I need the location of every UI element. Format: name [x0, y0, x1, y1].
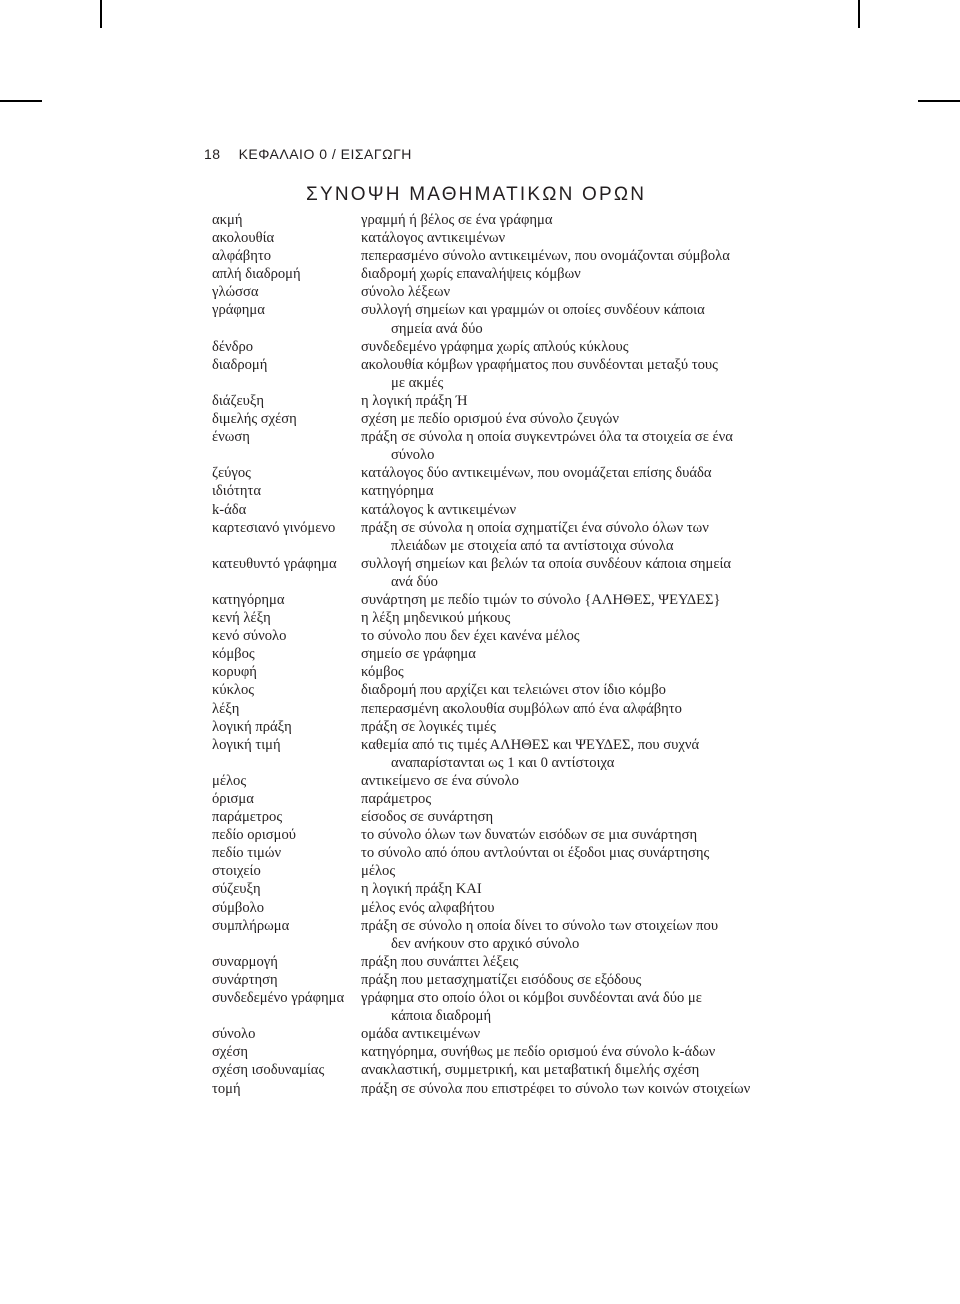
glossary-term: γράφημα — [212, 302, 265, 319]
glossary-term: σύνολο — [212, 1026, 256, 1043]
glossary-term: σχέση — [212, 1044, 248, 1061]
glossary-entry — [212, 880, 812, 898]
definition-line: η λέξη μηδενικού μήκους — [361, 610, 511, 627]
glossary-entry — [212, 1043, 812, 1061]
definition-line: σχέση με πεδίο ορισμού ένα σύνολο ζευγών — [361, 411, 619, 428]
definition-line: το σύνολο από όπου αντλούνται οι έξοδοι μιας συνάρτησης — [361, 845, 710, 862]
glossary-entry — [212, 555, 812, 591]
glossary-definition — [361, 555, 812, 591]
glossary-entry — [212, 464, 812, 482]
glossary-entry — [212, 681, 812, 699]
crop-mark-top-right — [858, 0, 860, 28]
glossary-term: κατευθυντό γράφημα — [212, 555, 337, 572]
definition-continuation: κάποια διαδρομή — [391, 1008, 492, 1025]
glossary-term: κορυφή — [212, 664, 257, 681]
glossary-definition — [361, 301, 812, 337]
glossary-term: σύμβολο — [212, 899, 265, 916]
definition-continuation: με ακμές — [391, 374, 444, 391]
glossary-entry — [212, 645, 812, 663]
glossary-entry — [212, 283, 812, 301]
glossary-term: γλώσσα — [212, 284, 259, 301]
glossary-definition — [361, 338, 812, 356]
definition-line: κόμβος — [361, 664, 404, 681]
definition-line: διαδρομή χωρίς επαναλήψεις κόμβων — [361, 266, 581, 283]
glossary-entry — [212, 229, 812, 247]
definition-line: πεπερασμένο σύνολο αντικειμένων, που ονομάζονται σύμβολα — [361, 248, 730, 265]
glossary-entry — [212, 1080, 812, 1098]
glossary-definition — [361, 211, 812, 229]
glossary-entry — [212, 790, 812, 808]
definition-continuation: δεν ανήκουν στο αρχικό σύνολο — [391, 935, 580, 952]
glossary-definition — [361, 844, 812, 862]
glossary-entry — [212, 663, 812, 681]
definition-line: καθεμία από τις τιμές ΑΛΗΘΕΣ και ΨΕΥΔΕΣ, που συχνά — [361, 736, 700, 753]
definition-line: η λογική πράξη ΚΑΙ — [361, 881, 482, 898]
definition-continuation: ανά δύο — [391, 573, 438, 590]
crop-mark-top-left — [100, 0, 102, 28]
glossary-term: συναρμογή — [212, 953, 278, 970]
glossary-entry — [212, 772, 812, 790]
glossary-term: κύκλος — [212, 682, 255, 699]
glossary-entry — [212, 265, 812, 283]
definition-line: σημείο σε γράφημα — [361, 646, 476, 663]
glossary-term: σχέση ισοδυναμίας — [212, 1062, 325, 1079]
definition-line: γραμμή ή βέλος σε ένα γράφημα — [361, 212, 553, 228]
definition-line: πράξη που μετασχηματίζει εισόδους σε εξόδους — [361, 971, 642, 988]
glossary-definition — [361, 772, 812, 790]
glossary-definition — [361, 917, 812, 953]
glossary-definition — [361, 392, 812, 410]
glossary-term: λογική τιμή — [212, 736, 281, 753]
glossary-entry — [212, 591, 812, 609]
glossary-entry — [212, 1061, 812, 1079]
definition-line: είσοδος σε συνάρτηση — [361, 809, 494, 826]
glossary-term: απλή διαδρομή — [212, 266, 301, 283]
glossary-term: ιδιότητα — [212, 483, 262, 500]
glossary-entry — [212, 700, 812, 718]
definition-line: πράξη σε σύνολα που επιστρέφει το σύνολο των κοινών στοιχείων — [361, 1080, 751, 1097]
glossary-term: όρισμα — [212, 791, 254, 807]
glossary-term: στοιχείο — [212, 863, 261, 880]
glossary-definition — [361, 464, 812, 482]
glossary-definition — [361, 645, 812, 663]
glossary-entry — [212, 862, 812, 880]
glossary-term: ζεύγος — [212, 465, 251, 482]
glossary-entry — [212, 953, 812, 971]
glossary-term: πεδίο ορισμού — [212, 827, 296, 844]
definition-line: συνδεδεμένο γράφημα χωρίς απλούς κύκλους — [361, 338, 629, 355]
definition-line: πεπερασμένη ακολουθία συμβόλων από ένα αλφάβητο — [361, 700, 682, 717]
glossary-definition — [361, 736, 812, 772]
glossary-term: συνδεδεμένο γράφημα — [212, 990, 345, 1007]
glossary-definition — [361, 627, 812, 645]
glossary-entry — [212, 482, 812, 500]
glossary-definition — [361, 229, 812, 247]
glossary-term: κατηγόρημα — [212, 591, 285, 608]
crop-mark-right-side — [918, 100, 960, 102]
glossary-definition — [361, 718, 812, 736]
glossary-definition — [361, 482, 812, 500]
page-number: 18 — [204, 146, 221, 162]
glossary-entry — [212, 899, 812, 917]
glossary-term: διμελής σχέση — [212, 411, 297, 428]
glossary-definition — [361, 880, 812, 898]
glossary-definition — [361, 1043, 812, 1061]
definition-line: σύνολο λέξεων — [361, 284, 451, 301]
glossary-term: κενό σύνολο — [212, 628, 287, 645]
definition-line: κατάλογος k αντικειμένων — [361, 501, 517, 518]
definition-line: κατάλογος δύο αντικειμένων, που ονομάζεται επίσης δυάδα — [361, 465, 712, 482]
definition-continuation: αναπαρίστανται ως 1 και 0 αντίστοιχα — [391, 754, 615, 771]
definition-continuation: πλειάδων με στοιχεία από τα αντίστοιχα σύνολα — [391, 537, 674, 554]
definition-line: πράξη σε σύνολα η οποία συγκεντρώνει όλα τα στοιχεία σε ένα — [361, 429, 733, 446]
definition-line: η λογική πράξη Ή — [361, 392, 468, 409]
glossary-term: διαδρομή — [212, 356, 268, 373]
glossary-entry — [212, 519, 812, 555]
definition-line: ακολουθία κόμβων γραφήματος που συνδέονται μεταξύ τους — [361, 356, 718, 373]
definition-continuation: σύνολο — [391, 447, 435, 464]
definition-line: πράξη σε σύνολα η οποία σχηματίζει ένα σύνολο όλων των — [361, 519, 709, 536]
glossary-entry — [212, 844, 812, 862]
definition-line: το σύνολο όλων των δυνατών εισόδων σε μια συνάρτηση — [361, 827, 698, 844]
glossary-term: κόμβος — [212, 646, 255, 663]
glossary-entry — [212, 917, 812, 953]
definition-line: αντικείμενο σε ένα σύνολο — [361, 772, 519, 789]
definition-line: συνάρτηση με πεδίο τιμών το σύνολο {ΑΛΗΘΕΣ, ΨΕΥΔΕΣ} — [361, 591, 721, 608]
glossary-entry — [212, 989, 812, 1025]
definition-line: κατηγόρημα — [361, 483, 434, 500]
glossary-entry — [212, 301, 812, 337]
glossary-definition — [361, 356, 812, 392]
definition-line: ανακλαστική, συμμετρική, και μεταβατική διμελής σχέση — [361, 1062, 700, 1079]
glossary-term: συμπλήρωμα — [212, 917, 290, 934]
glossary-entry — [212, 718, 812, 736]
definition-line: γράφημα στο οποίο όλοι οι κόμβοι συνδέονται ανά δύο με — [361, 990, 702, 1007]
glossary-term: καρτεσιανό γινόμενο — [212, 519, 336, 536]
definition-line: κατάλογος αντικειμένων — [361, 230, 506, 247]
definition-line: παράμετρος — [361, 791, 432, 807]
glossary-definition — [361, 953, 812, 971]
glossary-definition — [361, 862, 812, 880]
glossary-definition — [361, 591, 812, 609]
glossary-entry — [212, 247, 812, 265]
glossary-definition — [361, 1025, 812, 1043]
glossary-entry — [212, 736, 812, 772]
glossary-definition — [361, 247, 812, 265]
glossary-term: ακολουθία — [212, 230, 275, 247]
glossary-entry — [212, 501, 812, 519]
definition-line: μέλος ενός αλφαβήτου — [361, 899, 495, 916]
definition-line: διαδρομή που αρχίζει και τελειώνει στον ίδιο κόμβο — [361, 682, 666, 699]
glossary-entry — [212, 410, 812, 428]
glossary-definition — [361, 283, 812, 301]
definition-line: συλλογή σημείων και γραμμών οι οποίες συνδέουν κάποια — [361, 302, 705, 319]
glossary-term: δένδρο — [212, 338, 254, 355]
glossary-term: λέξη — [212, 700, 240, 717]
glossary-definition — [361, 790, 812, 808]
glossary-definition — [361, 265, 812, 283]
glossary-term: σύζευξη — [212, 881, 261, 898]
glossary-definition — [361, 663, 812, 681]
glossary-term: κενή λέξη — [212, 610, 271, 627]
glossary-term: k-άδα — [212, 501, 247, 518]
definition-line: πράξη σε λογικές τιμές — [361, 718, 496, 735]
section-title: ΣΥΝΟΨΗ ΜΑΘΗΜΑΤΙΚΩΝ ΟΡΩΝ — [306, 184, 647, 205]
definition-line: κατηγόρημα, συνήθως με πεδίο ορισμού ένα σύνολο k-άδων — [361, 1044, 716, 1061]
running-header — [204, 146, 412, 162]
glossary-definition — [361, 826, 812, 844]
glossary-term: λογική πράξη — [212, 718, 292, 735]
glossary-term: τομή — [212, 1080, 241, 1097]
glossary-entry — [212, 1025, 812, 1043]
glossary-entry — [212, 971, 812, 989]
glossary-definition — [361, 989, 812, 1025]
glossary-term: μέλος — [212, 772, 247, 789]
glossary-entry — [212, 826, 812, 844]
definition-line: πράξη που συνάπτει λέξεις — [361, 953, 519, 970]
definition-line: το σύνολο που δεν έχει κανένα μέλος — [361, 628, 580, 645]
glossary-definition — [361, 681, 812, 699]
glossary-definition — [361, 609, 812, 627]
definition-line: συλλογή σημείων και βελών τα οποία συνδέουν κάποια σημεία — [361, 555, 732, 572]
definition-line: ομάδα αντικειμένων — [361, 1026, 481, 1043]
glossary-entry — [212, 338, 812, 356]
glossary-term: διάζευξη — [212, 392, 264, 409]
glossary-definition — [361, 971, 812, 989]
definition-line: μέλος — [361, 863, 396, 880]
glossary-term: ακμή — [212, 212, 243, 228]
glossary-entry — [212, 392, 812, 410]
glossary-definition — [361, 700, 812, 718]
glossary-definition — [361, 1080, 812, 1098]
glossary-definition — [361, 1061, 812, 1079]
definition-line: πράξη σε σύνολο η οποία δίνει το σύνολο των στοιχείων που — [361, 917, 719, 934]
glossary-entry — [212, 211, 812, 229]
glossary-definition — [361, 899, 812, 917]
chapter-title: ΚΕΦΑΛΑΙΟ 0 / ΕΙΣΑΓΩΓΗ — [238, 146, 412, 162]
glossary-definition — [361, 410, 812, 428]
crop-mark-left-side — [0, 100, 42, 102]
glossary-entry — [212, 428, 812, 464]
glossary-term: ένωση — [212, 429, 250, 446]
glossary-entry — [212, 609, 812, 627]
glossary-definition — [361, 428, 812, 464]
glossary-term: παράμετρος — [212, 809, 283, 826]
glossary-definition — [361, 808, 812, 826]
glossary-entry — [212, 808, 812, 826]
glossary-term: συνάρτηση — [212, 971, 278, 988]
glossary-entry — [212, 356, 812, 392]
glossary-definition — [361, 501, 812, 519]
definition-continuation: σημεία ανά δύο — [391, 320, 483, 337]
glossary-list — [212, 211, 812, 1098]
glossary-definition — [361, 519, 812, 555]
glossary-entry — [212, 627, 812, 645]
glossary-term: πεδίο τιμών — [212, 845, 282, 862]
glossary-term: αλφάβητο — [212, 248, 272, 265]
